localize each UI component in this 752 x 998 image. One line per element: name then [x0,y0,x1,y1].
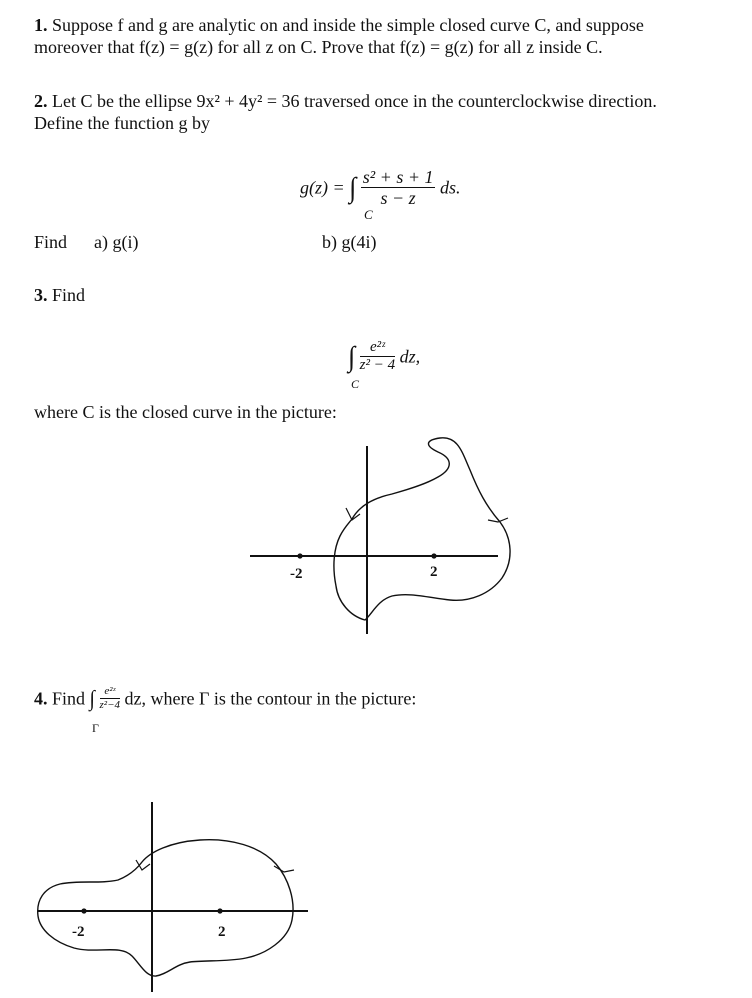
fraction-numerator: e²ᶻ [360,340,395,357]
problem-4-integral-subscript: Γ [92,721,99,735]
problem-4-label: Find [52,688,86,709]
integral-sign: ∫ [349,171,357,203]
problem-2-number: 2. [34,91,48,111]
tick-label-plus-2: 2 [218,924,226,940]
problem-1-text-1: Suppose f and g are analytic on and inside the simple closed curve C, and suppose [52,15,644,35]
problem-2-find: Find [34,232,68,252]
fraction-denominator: z²−4 [99,699,121,711]
formula-tail: ds. [439,177,461,198]
point-plus-2 [217,908,222,913]
problem-1-line-2: moreover that f(z) = g(z) for all z on C. Prove that f(z) = g(z) for all z inside C. [34,37,603,57]
formula-lhs: g(z) = [300,177,345,198]
problem-4-tail: dz, where Γ is the contour in the picture: [124,688,417,709]
formula-tail: dz, [399,346,421,367]
problem-3-where: where C is the closed curve in the picture: [34,402,337,422]
problem-2-part-b: b) g(4i) [322,232,377,252]
fraction-denominator: z² − 4 [359,357,396,373]
tick-label-plus-2: 2 [430,564,438,580]
point-minus-2 [81,908,86,913]
problem-3-number: 3. [34,285,48,305]
contour-gamma [38,840,293,976]
arrow-mark [274,866,294,872]
integral-sign: ∫ [348,340,356,372]
problem-3-integral-subscript: C [351,377,360,391]
problem-4-number: 4. [34,688,48,709]
problem-1-number: 1. [34,15,48,35]
problem-3-label: Find [52,285,86,305]
fraction-denominator: s − z [380,188,416,208]
fraction-numerator: e²ᶻ [100,686,121,699]
tick-label-minus-2: -2 [72,924,85,940]
fraction-numerator: s² + s + 1 [362,167,434,187]
problem-2-part-a: a) g(i) [94,232,139,252]
problem-2-integral-subscript: C [364,207,373,222]
tick-label-minus-2: -2 [290,566,303,582]
problem-2-line-2: Define the function g by [34,113,210,133]
integral-sign: ∫ [89,686,95,711]
problem-2-text-1: Let C be the ellipse 9x² + 4y² = 36 traversed once in the counterclockwise direction. [52,91,657,111]
